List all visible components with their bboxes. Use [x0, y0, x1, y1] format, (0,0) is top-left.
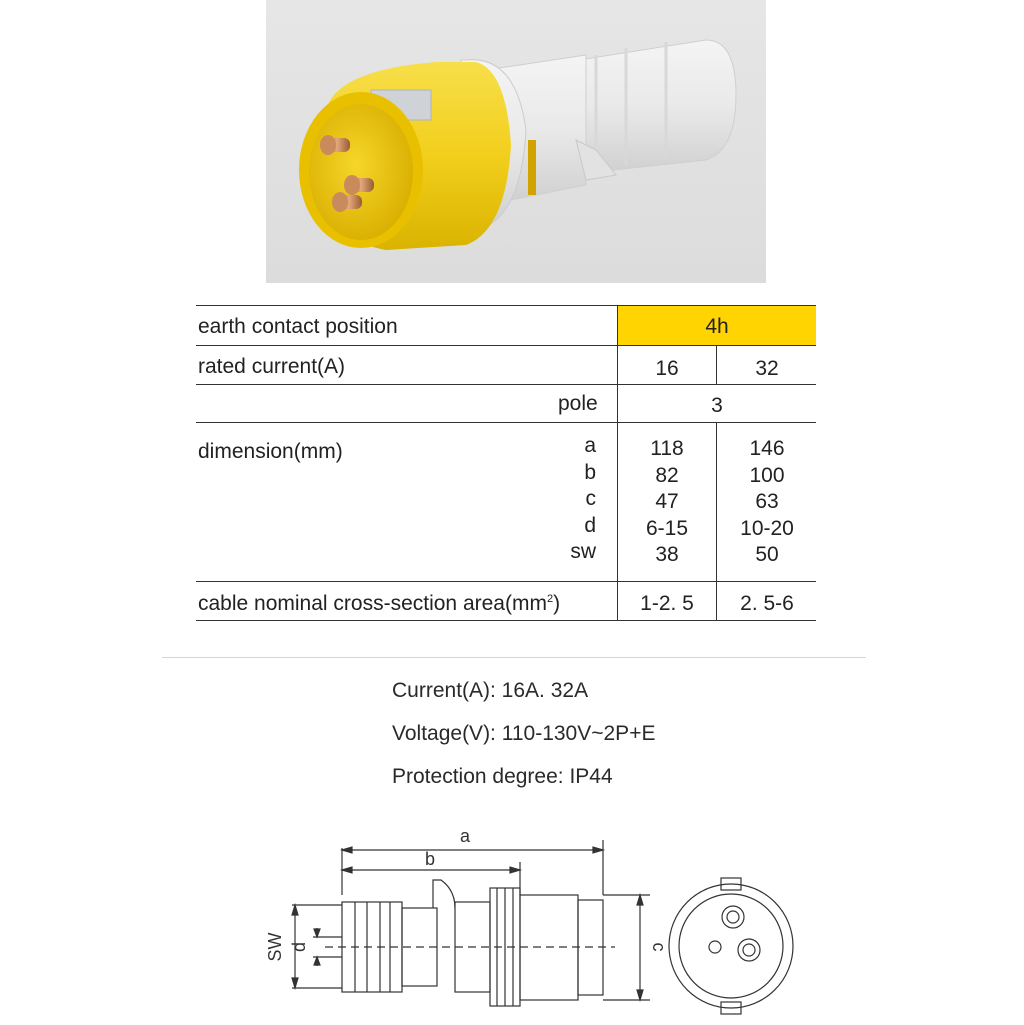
table-line [196, 422, 816, 423]
dimension-letter-d: d [584, 513, 596, 537]
dimension-drawing [255, 820, 800, 1020]
cable-value-32: 2. 5-6 [740, 592, 794, 615]
dimension-label: dimension(mm) [198, 440, 343, 463]
dimension-b-32: 100 [749, 463, 785, 487]
drawing-label-b: b [424, 849, 436, 869]
dimension-d-16: 6-15 [645, 516, 689, 540]
pole-label: pole [558, 392, 598, 415]
drawing-label-d: d [289, 941, 309, 953]
protection-info: Protection degree: IP44 [392, 765, 613, 788]
dimension-letters [536, 433, 596, 566]
cable-label-close: ) [553, 592, 561, 615]
earth-contact-label: earth contact position [198, 315, 398, 338]
rated-current-16: 16 [655, 357, 679, 380]
dimension-values-16 [618, 436, 716, 569]
table-line [196, 305, 816, 306]
dimension-letter-a: a [584, 434, 596, 457]
dimension-values-32 [718, 436, 816, 569]
table-line [716, 345, 717, 384]
product-photo [266, 0, 766, 283]
spec-table [196, 305, 816, 621]
voltage-info: Voltage(V): 110-130V~2P+E [392, 722, 656, 745]
earth-contact-value: 4h [705, 315, 729, 338]
table-line [196, 384, 816, 385]
table-line [196, 620, 816, 621]
drawing-label-sw: SW [265, 932, 285, 962]
dimension-a-32: 146 [749, 437, 785, 460]
industrial-plug-image [266, 0, 766, 283]
cable-label [198, 593, 560, 614]
dimension-a-16: 118 [650, 437, 684, 460]
current-info: Current(A): 16A. 32A [392, 679, 589, 702]
dimension-letter-b: b [584, 460, 596, 484]
drawing-label-c: c [649, 942, 669, 952]
pole-value: 3 [711, 394, 723, 417]
table-line [716, 422, 717, 621]
cable-label-text: cable nominal cross-section area(mm [198, 592, 547, 615]
drawing-label-a: a [459, 826, 471, 846]
dimension-letter-c: c [585, 487, 596, 510]
cable-value-16: 1-2. 5 [640, 592, 694, 615]
cable-label-superscript: 2 [546, 593, 554, 605]
section-divider [162, 657, 866, 658]
rated-current-label: rated current(A) [198, 355, 346, 378]
dimension-c-32: 63 [755, 490, 779, 513]
dimension-sw-32: 50 [755, 543, 779, 566]
table-line [196, 345, 816, 346]
dimension-d-32: 10-20 [740, 516, 794, 540]
technical-drawing [255, 820, 800, 1020]
dimension-b-16: 82 [655, 463, 679, 487]
dimension-c-16: 47 [655, 490, 679, 513]
table-line [196, 581, 816, 582]
dimension-sw-16: 38 [655, 543, 679, 566]
dimension-letter-sw: sw [570, 540, 596, 563]
rated-current-32: 32 [755, 357, 779, 380]
